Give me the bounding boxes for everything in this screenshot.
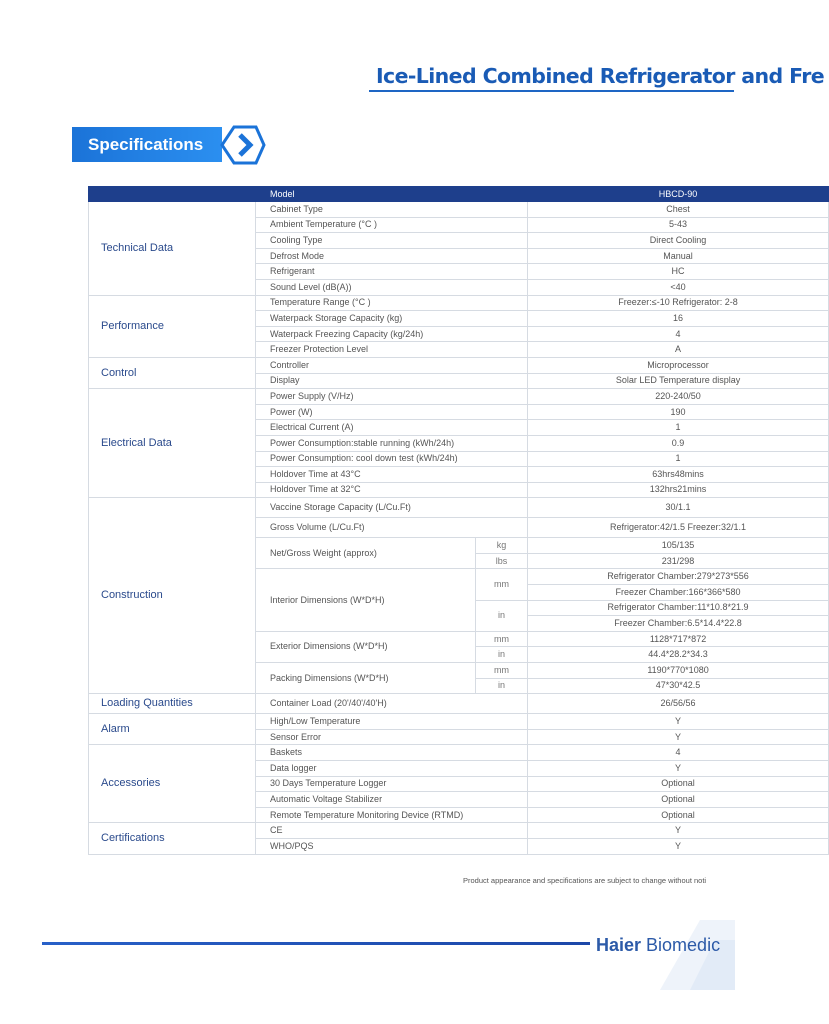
param-value: 1 [528,451,829,467]
param-name: Controller [256,357,528,373]
param-value: 47*30*42.5 [528,678,829,694]
param-name: Power (W) [256,404,528,420]
param-value: Optional [528,776,829,792]
spec-table-container [88,186,749,866]
table-row [89,694,829,714]
spec-table [88,186,829,855]
param-value: 30/1.1 [528,498,829,518]
param-name: Packing Dimensions (W*D*H) [256,663,476,694]
table-row [89,202,829,218]
unit-label: in [476,647,528,663]
param-value: Freezer:≤-10 Refrigerator: 2-8 [528,295,829,311]
param-name: Remote Temperature Monitoring Device (RTMD) [256,807,528,823]
param-value: 1190*770*1080 [528,663,829,679]
param-name: Ambient Temperature (°C ) [256,217,528,233]
specifications-tab: Specifications [72,127,222,162]
table-header-row [89,187,829,202]
param-value: Refrigerator Chamber:279*273*556 [528,569,829,585]
param-name: 30 Days Temperature Logger [256,776,528,792]
category-label: Construction [89,498,256,694]
table-row [89,823,829,839]
param-name: Interior Dimensions (W*D*H) [256,569,476,631]
table-row [89,498,829,518]
param-value: 44.4*28.2*34.3 [528,647,829,663]
param-value: 5-43 [528,217,829,233]
param-value: A [528,342,829,358]
param-value: 231/298 [528,553,829,569]
footer-rule [42,942,590,945]
param-name: Automatic Voltage Stabilizer [256,792,528,808]
unit-label: mm [476,569,528,600]
param-value: Direct Cooling [528,233,829,249]
param-value: Chest [528,202,829,218]
param-name: Net/Gross Weight (approx) [256,538,476,569]
brand-name-bold: Haier [596,935,642,955]
category-label: Performance [89,295,256,357]
param-name: Electrical Current (A) [256,420,528,436]
param-value: Y [528,714,829,730]
param-name: Data logger [256,761,528,777]
param-name: Waterpack Freezing Capacity (kg/24h) [256,326,528,342]
disclaimer-note: Product appearance and specifications are subject to change without noti [463,876,707,885]
param-name: Sound Level (dB(A)) [256,279,528,295]
param-name: Refrigerant [256,264,528,280]
category-label: Control [89,357,256,388]
category-label: Certifications [89,823,256,854]
param-value: Y [528,729,829,745]
param-value: Refrigerator Chamber:11*10.8*21.9 [528,600,829,616]
param-name: Display [256,373,528,389]
param-name: Holdover Time at 32°C [256,482,528,498]
category-label: Accessories [89,745,256,823]
param-value: Optional [528,792,829,808]
param-name: Power Consumption: cool down test (kWh/24h) [256,451,528,467]
title-underline [369,90,734,92]
param-value: 190 [528,404,829,420]
param-value: 26/56/56 [528,694,829,714]
param-name: WHO/PQS [256,838,528,854]
param-value: 16 [528,311,829,327]
param-value: 132hrs21mins [528,482,829,498]
param-name: Waterpack Storage Capacity (kg) [256,311,528,327]
unit-label: mm [476,631,528,647]
header-model-label: Model [256,187,528,202]
table-row [89,714,829,730]
param-value: Manual [528,248,829,264]
param-value: 4 [528,326,829,342]
brand-logo [596,933,734,957]
param-name: Sensor Error [256,729,528,745]
param-value: Freezer Chamber:166*366*580 [528,585,829,601]
param-value: 0.9 [528,435,829,451]
unit-label: in [476,600,528,631]
table-row [89,295,829,311]
param-value: Freezer Chamber:6.5*14.4*22.8 [528,616,829,632]
param-name: Gross Volume (L/Cu.Ft) [256,518,528,538]
param-value: Optional [528,807,829,823]
param-name: Cabinet Type [256,202,528,218]
chevron-right-icon [218,125,266,165]
table-row [89,389,829,405]
param-name: Baskets [256,745,528,761]
param-value: 220-240/50 [528,389,829,405]
param-value: Microprocessor [528,357,829,373]
category-label: Electrical Data [89,389,256,498]
param-value: HC [528,264,829,280]
brand-name-rest: Biomedic [641,935,721,955]
document-title: Ice-Lined Combined Refrigerator and Fre [376,64,825,88]
param-name: Temperature Range (°C ) [256,295,528,311]
param-name: Cooling Type [256,233,528,249]
param-value: <40 [528,279,829,295]
param-name: Power Consumption:stable running (kWh/24h) [256,435,528,451]
param-name: Freezer Protection Level [256,342,528,358]
param-name: Power Supply (V/Hz) [256,389,528,405]
category-label: Technical Data [89,202,256,296]
param-value: 63hrs48mins [528,467,829,483]
unit-label: lbs [476,553,528,569]
param-value: Y [528,761,829,777]
param-name: Container Load (20'/40'/40'H) [256,694,528,714]
table-row [89,745,829,761]
param-name: Holdover Time at 43°C [256,467,528,483]
param-name: Vaccine Storage Capacity (L/Cu.Ft) [256,498,528,518]
param-value: Solar LED Temperature display [528,373,829,389]
param-value: 1128*717*872 [528,631,829,647]
category-label: Alarm [89,714,256,745]
param-value: Y [528,838,829,854]
category-label: Loading Quantities [89,694,256,714]
param-name: CE [256,823,528,839]
param-value: 1 [528,420,829,436]
unit-label: mm [476,663,528,679]
param-name: Exterior Dimensions (W*D*H) [256,631,476,662]
param-value: Refrigerator:42/1.5 Freezer:32/1.1 [528,518,829,538]
header-model-value: HBCD-90 [528,187,829,202]
param-value: Y [528,823,829,839]
header-spacer [89,187,256,202]
param-name: Defrost Mode [256,248,528,264]
table-row [89,357,829,373]
unit-label: in [476,678,528,694]
unit-label: kg [476,538,528,554]
param-value: 4 [528,745,829,761]
param-value: 105/135 [528,538,829,554]
param-name: High/Low Temperature [256,714,528,730]
